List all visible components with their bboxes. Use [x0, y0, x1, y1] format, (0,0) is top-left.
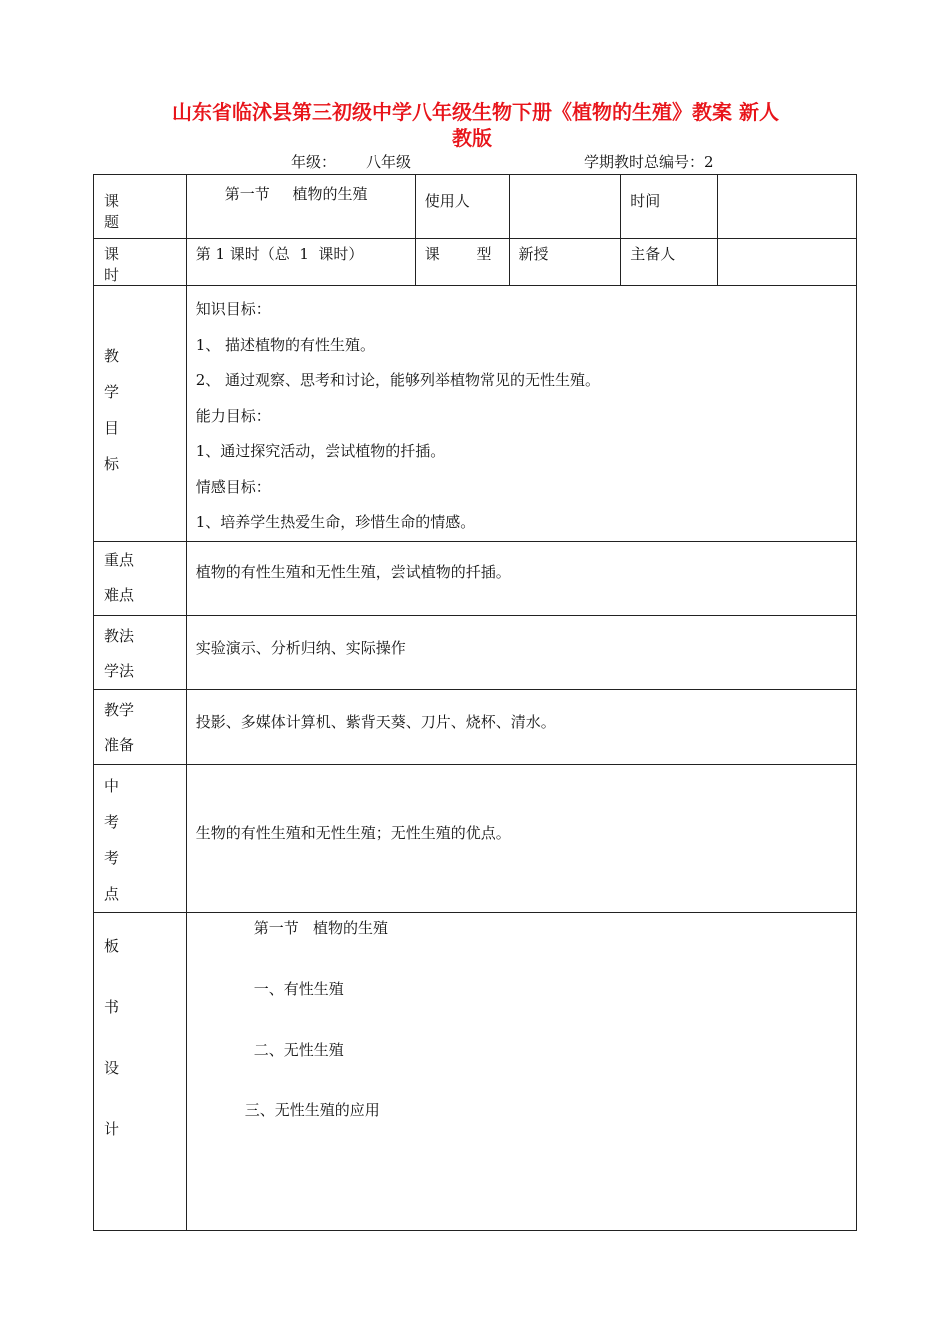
table-row-goals	[94, 286, 857, 542]
goals-item: 1、培养学生热爱生命，珍惜生命的情感。	[195, 513, 476, 531]
method-label-line: 教法	[104, 626, 135, 645]
goals-label-char: 学	[104, 383, 120, 401]
exam-label-char: 考	[104, 848, 120, 867]
grade-label: 年级：	[291, 153, 337, 171]
lesson-plan-table	[93, 174, 857, 1231]
period-label-cell	[94, 239, 187, 286]
preparer-label: 主备人	[630, 245, 676, 263]
board-label	[94, 913, 186, 1160]
time-label: 时间	[630, 192, 661, 210]
exam-label-cell	[94, 764, 187, 912]
goals-label-cell	[94, 286, 187, 542]
goals-item: 1、通过探究活动，尝试植物的扦插。	[195, 442, 446, 460]
method-label-line: 学法	[104, 661, 135, 680]
board-label-char: 板	[104, 936, 120, 955]
prep-label-line: 准备	[104, 735, 135, 754]
type-label-cell	[415, 239, 509, 286]
key-label-line: 难点	[104, 585, 135, 604]
goals-item: 1、 描述植物的有性生殖。	[195, 335, 376, 354]
type-value-cell	[509, 239, 621, 286]
board-line-heading: 第一节 植物的生殖	[253, 918, 389, 937]
prep-label-cell	[94, 689, 187, 764]
exam-label	[94, 765, 186, 912]
table-row-preparation	[94, 689, 857, 764]
table-row-key-points	[94, 541, 857, 615]
exam-label-char: 考	[104, 812, 120, 831]
type-value: 新授	[518, 245, 549, 263]
prep-label-line: 教学	[104, 700, 135, 719]
table-row-method	[94, 615, 857, 689]
board-label-cell	[94, 912, 187, 1230]
exam-value: 生物的有性生殖和无性生殖；无性生殖的优点。	[195, 823, 511, 842]
document-title	[172, 99, 862, 151]
document-title-line1: 山东省临沭县第三初级中学八年级生物下册《植物的生殖》教案 新人	[172, 100, 779, 124]
user-label: 使用人	[424, 192, 470, 210]
preparer-value-cell	[718, 239, 857, 286]
board-label-char: 计	[104, 1119, 120, 1138]
method-label	[94, 616, 186, 689]
user-value-cell	[509, 175, 621, 239]
time-label-cell	[621, 175, 718, 239]
key-label-line: 重点	[104, 550, 135, 569]
goals-label-char: 标	[104, 455, 120, 473]
topic-value: 第一节 植物的生殖	[224, 185, 368, 203]
exam-label-char: 中	[104, 776, 120, 795]
key-label	[94, 542, 186, 613]
board-label-char: 书	[104, 997, 120, 1016]
prep-label	[94, 690, 186, 763]
document-title-line2: 教版	[452, 126, 492, 150]
board-design	[187, 913, 856, 1230]
goals-heading-knowledge: 知识目标：	[195, 300, 271, 318]
table-row-exam-points	[94, 764, 857, 912]
method-value-cell	[186, 615, 856, 689]
topic-label: 课 题	[104, 192, 136, 231]
topic-label-cell	[94, 175, 187, 239]
lesson-number-label: 学期教时总编号：2	[584, 153, 714, 171]
grade-value: 八年级	[366, 153, 412, 171]
prep-value-cell	[186, 689, 856, 764]
time-value-cell	[718, 175, 857, 239]
table-row-board-design	[94, 912, 857, 1230]
goals-heading-emotion: 情感目标：	[195, 477, 271, 496]
prep-value: 投影、多媒体计算机、紫背天葵、刀片、烧杯、清水。	[195, 712, 556, 731]
goals-heading-ability: 能力目标：	[195, 406, 271, 425]
board-content-cell	[186, 912, 856, 1230]
key-value: 植物的有性生殖和无性生殖，尝试植物的扦插。	[195, 562, 511, 581]
method-label-cell	[94, 615, 187, 689]
type-label: 课 型	[424, 245, 508, 263]
goals-label	[94, 286, 186, 482]
period-label: 课 时	[104, 245, 136, 284]
goals-content-cell	[186, 286, 856, 542]
board-label-char: 设	[104, 1058, 120, 1077]
goals-list	[187, 286, 856, 541]
board-line: 一、有性生殖	[253, 979, 344, 998]
goals-item: 2、 通过观察、思考和讨论，能够列举植物常见的无性生殖。	[195, 371, 601, 389]
board-line: 三、无性生殖的应用	[244, 1100, 380, 1119]
exam-label-char: 点	[104, 884, 120, 903]
goals-label-char: 目	[104, 419, 120, 437]
table-row-topic	[94, 175, 857, 239]
board-line: 二、无性生殖	[253, 1040, 344, 1059]
key-value-cell	[186, 541, 856, 615]
exam-value-cell	[186, 764, 856, 912]
goals-label-char: 教	[104, 347, 120, 365]
period-value-cell	[186, 239, 415, 286]
method-value: 实验演示、分析归纳、实际操作	[195, 638, 406, 657]
period-value: 第 1 课时（总 1 课时）	[195, 245, 364, 263]
table-row-period	[94, 239, 857, 286]
preparer-label-cell	[621, 239, 718, 286]
key-label-cell	[94, 541, 187, 615]
topic-value-cell	[186, 175, 415, 239]
user-label-cell	[415, 175, 509, 239]
